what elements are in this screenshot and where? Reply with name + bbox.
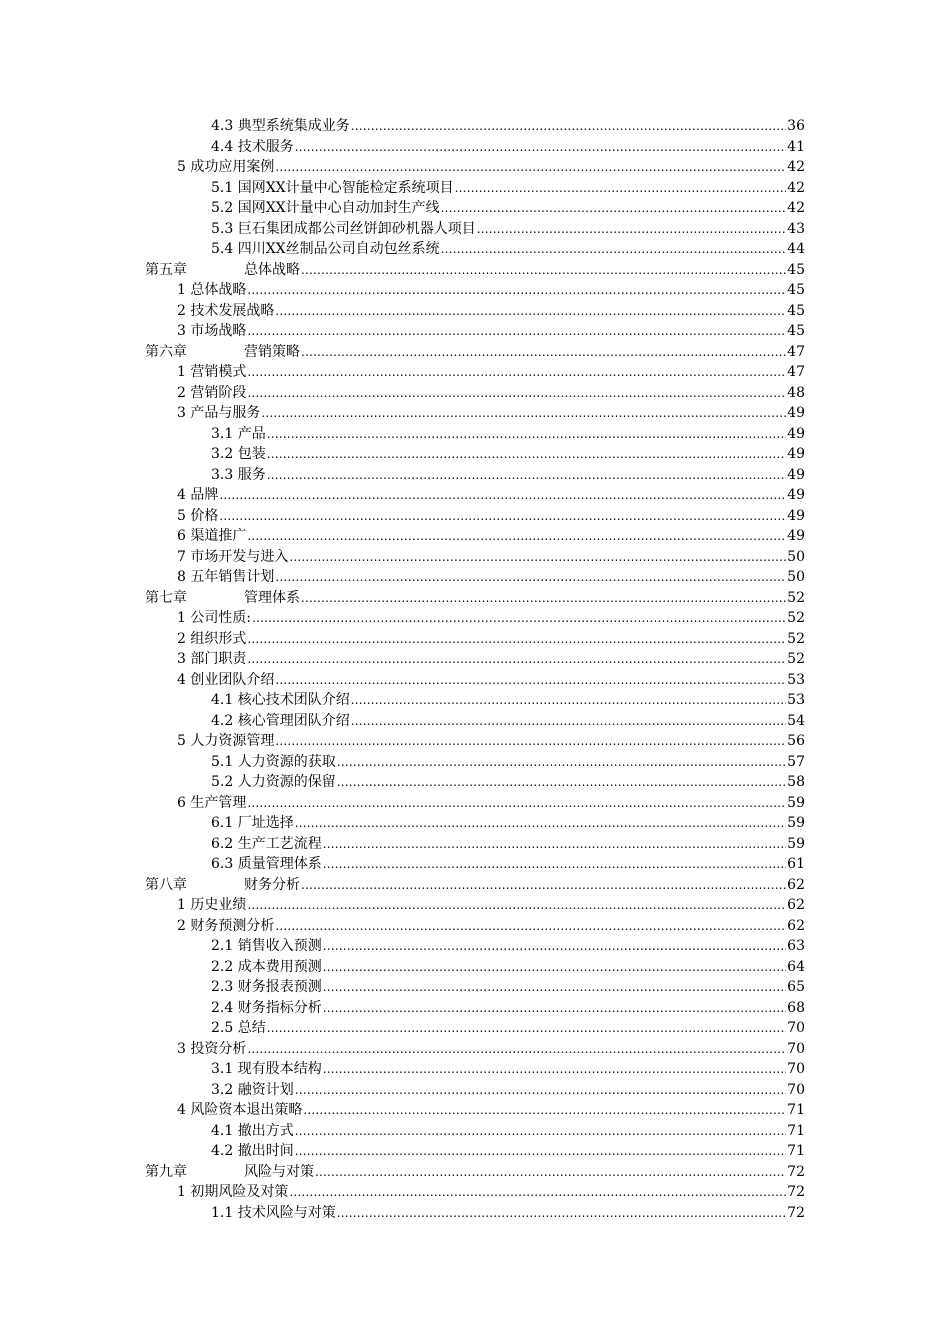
toc-page-number: 72 — [787, 1163, 805, 1180]
toc-dot-leader — [219, 485, 786, 506]
toc-entry-title — [211, 239, 440, 260]
toc-entry-title — [177, 506, 218, 527]
toc-entry-text: 4.1 核心技术团队介绍 — [211, 692, 350, 708]
toc-dot-leader — [247, 895, 786, 916]
toc-entry-text: 3.2 包装 — [211, 446, 266, 462]
toc-dot-leader — [295, 813, 786, 834]
toc-entry[interactable] — [0, 465, 950, 486]
toc-entry-title — [177, 403, 260, 424]
toc-entry-title — [211, 137, 294, 158]
toc-entry-title — [211, 752, 336, 773]
toc-entry[interactable] — [0, 444, 950, 465]
toc-entry[interactable] — [0, 1080, 950, 1101]
toc-dot-leader — [267, 444, 786, 465]
toc-page-number: 50 — [787, 569, 805, 585]
toc-dot-leader — [455, 178, 787, 199]
toc-dot-leader — [351, 711, 786, 732]
toc-dot-leader — [247, 383, 786, 404]
toc-dot-leader — [247, 362, 786, 383]
toc-entry-title — [211, 772, 336, 793]
toc-entry-text: 2.5 总结 — [211, 1020, 266, 1036]
toc-entry-title — [211, 1203, 336, 1224]
toc-page-number: 45 — [787, 302, 805, 319]
toc-entry-title — [211, 424, 266, 445]
toc-page-number: 58 — [787, 774, 805, 790]
toc-dot-leader — [275, 157, 786, 178]
toc-entry-title — [177, 731, 274, 752]
toc-page-number: 70 — [787, 1061, 805, 1077]
toc-page-number: 72 — [787, 1184, 805, 1200]
toc-entry-text: 5 成功应用案例 — [177, 159, 275, 175]
toc-entry-text: 4 创业团队介绍 — [177, 671, 275, 688]
toc-entry-text: 2 组织形式 — [177, 630, 247, 647]
toc-dot-leader — [267, 1018, 786, 1039]
toc-page-number: 47 — [787, 364, 805, 380]
toc-entry[interactable] — [0, 485, 950, 506]
toc-entry-title — [211, 834, 322, 855]
toc-chapter-entry[interactable] — [0, 1162, 950, 1183]
toc-entry-title — [177, 280, 246, 301]
toc-entry-text: 3 市场战略 — [177, 323, 247, 339]
toc-page-number: 71 — [787, 1143, 805, 1159]
toc-entry[interactable] — [0, 772, 950, 793]
toc-entry-title — [177, 157, 274, 178]
toc-entry-text: 5 价格 — [177, 507, 219, 524]
toc-chapter-number: 第八章 — [145, 876, 187, 893]
toc-entry[interactable] — [0, 670, 950, 691]
toc-entry[interactable] — [0, 1059, 950, 1080]
toc-entry-title — [177, 547, 288, 568]
toc-dot-leader — [295, 1141, 786, 1162]
toc-entry-title — [211, 957, 322, 978]
toc-page-number: 49 — [787, 507, 805, 524]
toc-entry-title — [211, 116, 350, 137]
toc-entry-title — [177, 485, 218, 506]
toc-entry[interactable] — [0, 1018, 950, 1039]
toc-entry-title — [177, 526, 246, 547]
toc-entry-title — [145, 260, 300, 281]
toc-dot-leader — [301, 875, 786, 896]
toc-page-number: 36 — [787, 118, 805, 134]
toc-page-number: 72 — [787, 1204, 805, 1221]
toc-page-number: 52 — [787, 630, 805, 647]
toc-entry[interactable] — [0, 936, 950, 957]
toc-entry-text: 5.2 人力资源的保留 — [211, 774, 336, 790]
toc-page-number: 49 — [787, 446, 805, 462]
toc-entry-text: 6.3 质量管理体系 — [211, 856, 322, 872]
toc-entry-text: 1 初期风险及对策 — [177, 1184, 289, 1200]
toc-page-number: 59 — [787, 794, 805, 811]
toc-dot-leader — [323, 977, 786, 998]
toc-dot-leader — [323, 998, 786, 1019]
toc-entry-text: 6 生产管理 — [177, 794, 247, 811]
toc-entry[interactable] — [0, 547, 950, 568]
toc-dot-leader — [351, 116, 786, 137]
toc-entry-text: 2.3 财务报表预测 — [211, 979, 322, 995]
toc-entry-text: 4.2 撤出时间 — [211, 1143, 294, 1159]
toc-entry-title — [177, 895, 246, 916]
toc-page-number: 53 — [787, 692, 805, 708]
toc-dot-leader — [323, 936, 786, 957]
toc-entry-title — [211, 854, 322, 875]
toc-page-number: 64 — [787, 958, 805, 975]
toc-entry-text: 2.1 销售收入预测 — [211, 938, 322, 954]
toc-dot-leader — [219, 506, 786, 527]
toc-dot-leader — [247, 793, 786, 814]
toc-entry[interactable] — [0, 731, 950, 752]
toc-entry-text: 4.1 撤出方式 — [211, 1122, 294, 1139]
toc-dot-leader — [252, 608, 786, 629]
toc-dot-leader — [275, 670, 786, 691]
toc-entry[interactable] — [0, 1141, 950, 1162]
toc-dot-leader — [261, 403, 786, 424]
toc-page-number: 65 — [787, 979, 805, 995]
toc-entry-title — [211, 219, 476, 240]
toc-page-number: 45 — [787, 261, 805, 278]
toc-dot-leader — [323, 854, 786, 875]
toc-page-number: 61 — [787, 856, 805, 872]
toc-entry[interactable] — [0, 198, 950, 219]
toc-page-number: 42 — [787, 179, 805, 196]
toc-entry-text: 1 历史业绩 — [177, 897, 247, 913]
toc-entry[interactable] — [0, 1182, 950, 1203]
toc-dot-leader — [337, 772, 786, 793]
toc-page-number: 52 — [787, 589, 805, 606]
toc-entry-text: 6.1 厂址选择 — [211, 815, 294, 831]
toc-entry[interactable] — [0, 178, 950, 199]
toc-entry-text: 营销策略 — [244, 343, 300, 360]
toc-entry-title — [211, 198, 440, 219]
toc-dot-leader — [441, 239, 787, 260]
toc-page-number: 52 — [787, 610, 805, 626]
toc-entry-title — [177, 321, 246, 342]
toc-page-number: 70 — [787, 1040, 805, 1057]
toc-dot-leader — [337, 752, 786, 773]
toc-entry[interactable] — [0, 506, 950, 527]
toc-dot-leader — [301, 588, 786, 609]
toc-chapter-entry[interactable] — [0, 260, 950, 281]
toc-page-number: 62 — [787, 917, 805, 934]
toc-entry[interactable] — [0, 526, 950, 547]
toc-page-number: 45 — [787, 282, 805, 298]
toc-dot-leader — [247, 629, 786, 650]
toc-dot-leader — [247, 526, 786, 547]
toc-entry[interactable] — [0, 1203, 950, 1224]
toc-entry-text: 5.1 国网XX计量中心智能检定系统项目 — [211, 179, 454, 196]
toc-entry-text: 2.2 成本费用预测 — [211, 958, 322, 975]
toc-entry-text: 5.1 人力资源的获取 — [211, 753, 336, 770]
toc-entry-text: 2 技术发展战略 — [177, 302, 275, 319]
toc-dot-leader — [315, 1162, 786, 1183]
toc-entry[interactable] — [0, 690, 950, 711]
toc-dot-leader — [477, 219, 786, 240]
toc-page-number: 48 — [787, 384, 805, 401]
toc-entry[interactable] — [0, 1100, 950, 1121]
toc-entry-text: 4.4 技术服务 — [211, 138, 294, 155]
toc-page-number: 49 — [787, 405, 805, 421]
toc-entry-text: 3 投资分析 — [177, 1040, 247, 1057]
toc-entry-title — [211, 936, 322, 957]
toc-dot-leader — [301, 260, 786, 281]
toc-entry[interactable] — [0, 239, 950, 260]
toc-entry-title — [211, 178, 454, 199]
toc-entry-title — [211, 1141, 294, 1162]
toc-entry[interactable] — [0, 916, 950, 937]
toc-page-number: 45 — [787, 323, 805, 339]
toc-entry[interactable] — [0, 895, 950, 916]
toc-dot-leader — [289, 547, 786, 568]
toc-dot-leader — [267, 424, 786, 445]
toc-page-number: 49 — [787, 425, 805, 442]
toc-entry[interactable] — [0, 998, 950, 1019]
toc-entry[interactable] — [0, 793, 950, 814]
toc-entry-title — [177, 362, 246, 383]
toc-entry-text: 风险与对策 — [244, 1163, 314, 1180]
toc-chapter-entry[interactable] — [0, 342, 950, 363]
toc-entry-title — [211, 1059, 322, 1080]
toc-entry-text: 4 品牌 — [177, 487, 219, 503]
toc-entry[interactable] — [0, 424, 950, 445]
toc-entry-title — [211, 1121, 294, 1142]
toc-entry-title — [177, 301, 274, 322]
toc-dot-leader — [301, 342, 786, 363]
toc-page-number: 62 — [787, 897, 805, 913]
toc-entry-title — [177, 916, 274, 937]
toc-dot-leader — [247, 649, 786, 670]
toc-page-number: 43 — [787, 220, 805, 237]
toc-dot-leader — [323, 957, 786, 978]
toc-page-number: 70 — [787, 1020, 805, 1036]
toc-entry[interactable] — [0, 1039, 950, 1060]
toc-entry-text: 7 市场开发与进入 — [177, 548, 289, 565]
toc-entry[interactable] — [0, 321, 950, 342]
toc-entry-title — [177, 629, 246, 650]
toc-dot-leader — [295, 137, 786, 158]
toc-entry-title — [177, 649, 246, 670]
toc-entry[interactable] — [0, 137, 950, 158]
toc-entry-text: 4.2 核心管理团队介绍 — [211, 712, 350, 729]
toc-entry-title — [211, 690, 350, 711]
toc-entry[interactable] — [0, 383, 950, 404]
toc-entry[interactable] — [0, 834, 950, 855]
toc-entry[interactable] — [0, 116, 950, 137]
toc-entry-title — [145, 1162, 314, 1183]
toc-page-number: 50 — [787, 548, 805, 565]
toc-page-number: 70 — [787, 1081, 805, 1098]
toc-entry-title — [211, 1018, 266, 1039]
toc-dot-leader — [247, 1039, 786, 1060]
toc-entry[interactable] — [0, 362, 950, 383]
toc-page-number: 42 — [787, 200, 805, 216]
toc-entry[interactable] — [0, 157, 950, 178]
toc-entry-text: 2 财务预测分析 — [177, 917, 275, 934]
table-of-contents — [0, 116, 950, 1223]
toc-dot-leader — [323, 1059, 786, 1080]
toc-entry-text: 3 产品与服务 — [177, 405, 261, 421]
toc-page-number: 68 — [787, 999, 805, 1016]
toc-entry-text: 6 渠道推广 — [177, 528, 247, 544]
toc-dot-leader — [295, 1080, 786, 1101]
toc-page-number: 71 — [787, 1102, 805, 1118]
toc-entry-title — [211, 444, 266, 465]
toc-entry-text: 财务分析 — [244, 876, 300, 893]
toc-entry[interactable] — [0, 649, 950, 670]
toc-dot-leader — [323, 834, 786, 855]
toc-entry-text: 3 部门职责 — [177, 651, 247, 667]
toc-page-number: 53 — [787, 671, 805, 688]
toc-chapter-entry[interactable] — [0, 588, 950, 609]
toc-page-number: 59 — [787, 835, 805, 852]
toc-entry-title — [177, 383, 246, 404]
toc-entry-title — [177, 670, 274, 691]
toc-page-number: 71 — [787, 1122, 805, 1139]
toc-entry-text: 3.3 服务 — [211, 466, 266, 483]
toc-entry-text: 1 公司性质: — [177, 610, 252, 626]
toc-entry-title — [177, 1100, 302, 1121]
toc-entry[interactable] — [0, 403, 950, 424]
toc-entry-title — [177, 608, 251, 629]
toc-entry[interactable] — [0, 219, 950, 240]
toc-entry-title — [211, 711, 350, 732]
toc-dot-leader — [275, 567, 786, 588]
toc-entry-title — [211, 998, 322, 1019]
toc-entry[interactable] — [0, 854, 950, 875]
toc-entry-text: 3.2 融资计划 — [211, 1081, 294, 1098]
toc-entry-title — [211, 977, 322, 998]
toc-dot-leader — [247, 321, 786, 342]
toc-dot-leader — [303, 1100, 786, 1121]
toc-dot-leader — [275, 916, 786, 937]
toc-page-number: 49 — [787, 528, 805, 544]
toc-entry-text: 5.4 四川XX丝制品公司自动包丝系统 — [211, 241, 440, 257]
toc-dot-leader — [337, 1203, 786, 1224]
toc-entry-text: 4 风险资本退出策略 — [177, 1102, 303, 1118]
toc-entry-title — [145, 588, 300, 609]
toc-page-number: 44 — [787, 241, 805, 257]
toc-entry-text: 总体战略 — [244, 261, 300, 278]
toc-entry[interactable] — [0, 301, 950, 322]
toc-entry-text: 管理体系 — [244, 589, 300, 606]
toc-dot-leader — [275, 301, 786, 322]
toc-entry[interactable] — [0, 280, 950, 301]
toc-entry-title — [211, 1080, 294, 1101]
toc-entry[interactable] — [0, 711, 950, 732]
toc-entry[interactable] — [0, 608, 950, 629]
toc-page-number: 42 — [787, 159, 805, 175]
toc-page-number: 52 — [787, 651, 805, 667]
toc-entry-text: 5.3 巨石集团成都公司丝饼卸砂机器人项目 — [211, 220, 476, 237]
toc-entry[interactable] — [0, 567, 950, 588]
toc-entry-text: 2 营销阶段 — [177, 384, 247, 401]
toc-chapter-entry[interactable] — [0, 875, 950, 896]
toc-entry[interactable] — [0, 629, 950, 650]
toc-dot-leader — [289, 1182, 786, 1203]
toc-page-number: 62 — [787, 876, 805, 893]
toc-entry-title — [145, 342, 300, 363]
toc-entry[interactable] — [0, 1121, 950, 1142]
toc-entry-text: 1 总体战略 — [177, 282, 247, 298]
toc-entry-text: 5 人力资源管理 — [177, 733, 275, 749]
toc-entry-text: 3.1 现有股本结构 — [211, 1061, 322, 1077]
toc-entry-text: 8 五年销售计划 — [177, 569, 275, 585]
toc-entry[interactable] — [0, 977, 950, 998]
toc-page-number: 49 — [787, 466, 805, 483]
toc-dot-leader — [247, 280, 786, 301]
toc-entry-text: 2.4 财务指标分析 — [211, 999, 322, 1016]
toc-chapter-number: 第五章 — [145, 261, 187, 278]
toc-entry-title — [145, 875, 300, 896]
toc-entry-text: 6.2 生产工艺流程 — [211, 835, 322, 852]
toc-dot-leader — [267, 465, 786, 486]
toc-chapter-number: 第六章 — [145, 343, 187, 360]
toc-entry-title — [177, 567, 274, 588]
toc-entry-text: 4.3 典型系统集成业务 — [211, 118, 350, 134]
toc-page-number: 57 — [787, 753, 805, 770]
toc-entry[interactable] — [0, 957, 950, 978]
toc-chapter-number: 第七章 — [145, 589, 187, 606]
toc-entry-title — [211, 813, 294, 834]
toc-entry[interactable] — [0, 813, 950, 834]
toc-entry-title — [177, 1182, 288, 1203]
toc-entry-title — [177, 793, 246, 814]
toc-page-number: 54 — [787, 712, 805, 729]
toc-chapter-number: 第九章 — [145, 1163, 187, 1180]
toc-dot-leader — [295, 1121, 786, 1142]
toc-page-number: 56 — [787, 733, 805, 749]
toc-entry-text: 5.2 国网XX计量中心自动加封生产线 — [211, 200, 440, 216]
toc-page-number: 59 — [787, 815, 805, 831]
toc-dot-leader — [351, 690, 786, 711]
toc-entry-text: 1 营销模式 — [177, 364, 247, 380]
toc-page-number: 63 — [787, 938, 805, 954]
toc-page-number: 49 — [787, 487, 805, 503]
toc-dot-leader — [275, 731, 786, 752]
toc-page-number: 41 — [787, 138, 805, 155]
toc-entry-title — [211, 465, 266, 486]
toc-entry-title — [177, 1039, 246, 1060]
toc-page-number: 47 — [787, 343, 805, 360]
toc-entry[interactable] — [0, 752, 950, 773]
toc-dot-leader — [441, 198, 787, 219]
toc-entry-text: 3.1 产品 — [211, 425, 266, 442]
toc-entry-text: 1.1 技术风险与对策 — [211, 1204, 336, 1221]
